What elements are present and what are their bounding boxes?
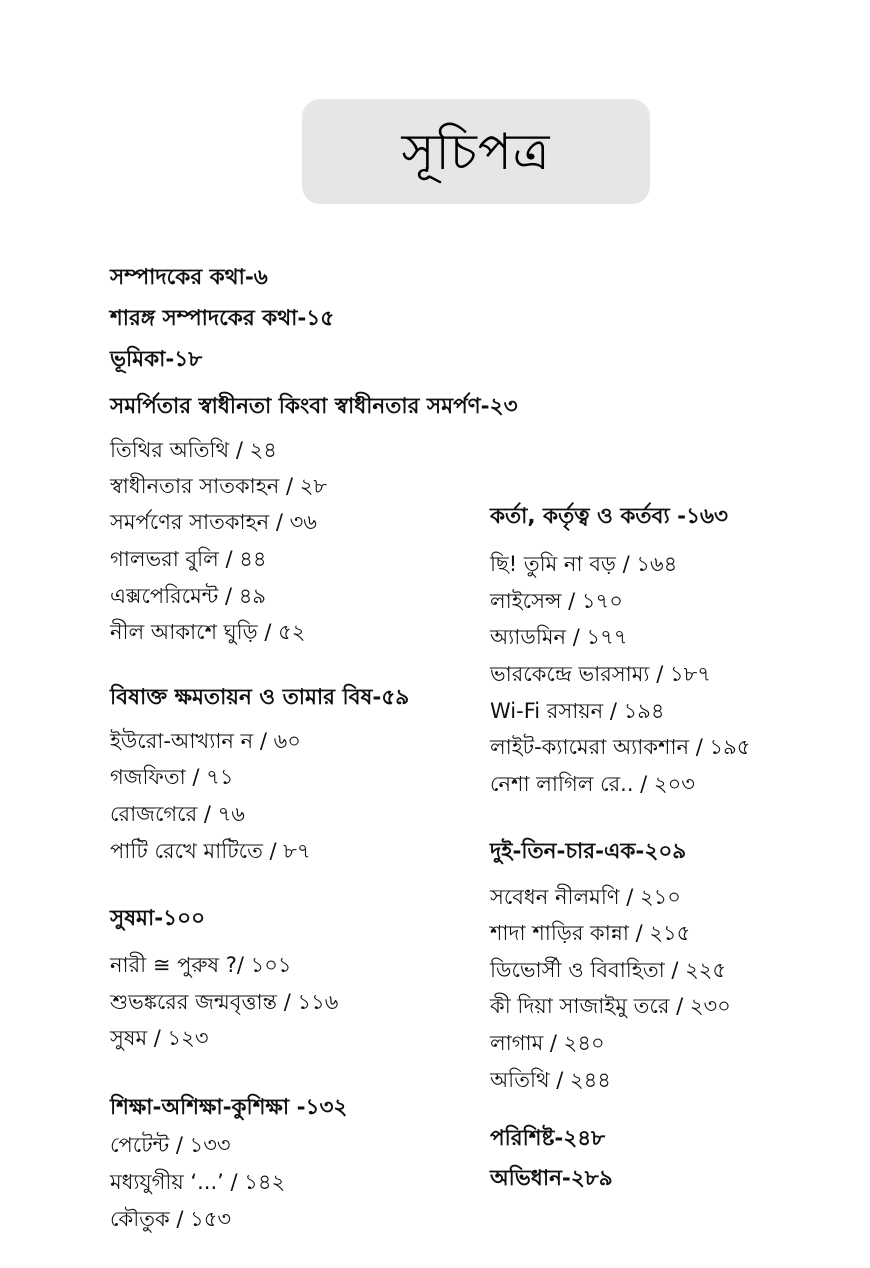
toc-item: নেশা লাগিল রে.. / ২০৩ [490,772,695,796]
toc-item: গালভরা বুলি / ৪৪ [110,547,267,571]
toc-item: সবেধন নীলমণি / ২১০ [490,885,681,909]
toc-heading: সুষমা-১০০ [110,906,206,931]
toc-item: গজফিতা / ৭১ [110,765,234,789]
toc-item: নীল আকাশে ঘুড়ি / ৫২ [110,620,306,644]
toc-heading: শিক্ষা-অশিক্ষা-কুশিক্ষা -১৩২ [110,1095,348,1120]
toc-item: সুষম / ১২৩ [110,1026,209,1050]
page-title: সূচিপত্র [401,122,551,181]
toc-item: কৌতুক / ১৫৩ [110,1207,232,1231]
toc-item: কী দিয়া সাজাইমু তরে / ২৩০ [490,994,731,1018]
toc-item: এক্সপেরিমেন্ট / ৪৯ [110,584,266,608]
toc-item: অ্যাডমিন / ১৭৭ [490,625,628,649]
toc-item: পেটেন্ট / ১৩৩ [110,1133,231,1157]
toc-item: তিথির অতিথি / ২৪ [110,438,277,462]
toc-heading: বিষাক্ত ক্ষমতায়ন ও তামার বিষ-৫৯ [110,685,410,710]
toc-item: ছি! তুমি না বড় / ১৬৪ [490,552,678,576]
toc-item: নারী ≅ পুরুষ ?/ ১০১ [110,953,292,977]
toc-item: সমর্পণের সাতকাহন / ৩৬ [110,510,317,534]
toc-item: ভারকেন্দ্রে ভারসাম্য / ১৮৭ [490,662,711,686]
toc-item: ডিভোর্সী ও বিবাহিতা / ২২৫ [490,958,727,982]
toc-item: লাগাম / ২৪০ [490,1031,605,1055]
toc-heading: পরিশিষ্ট-২৪৮ [490,1126,606,1151]
toc-heading: ভূমিকা-১৮ [110,347,203,372]
toc-heading: সম্পাদকের কথা-৬ [110,265,268,290]
toc-item: স্বাধীনতার সাতকাহন / ২৮ [110,474,328,498]
toc-heading: কর্তা, কর্তৃত্ব ও কর্তব্য -১৬৩ [490,504,729,529]
toc-item: পাটি রেখে মাটিতে / ৮৭ [110,839,311,863]
title-box [302,99,650,204]
toc-item: অতিথি / ২৪৪ [490,1068,611,1092]
toc-heading: সমর্পিতার স্বাধীনতা কিংবা স্বাধীনতার সমর্পণ-২৩ [110,394,518,419]
toc-item: Wi-Fi রসায়ন / ১৯৪ [490,699,665,723]
toc-item: মধ্যযুগীয় ‘...’ / ১৪২ [110,1170,286,1194]
toc-item: শাদা শাড়ির কান্না / ২১৫ [490,921,691,945]
toc-heading: শারঙ্গ সম্পাদকের কথা-১৫ [110,306,335,331]
toc-heading: অভিধান-২৮৯ [490,1166,613,1191]
toc-item: লাইসেন্স / ১৭০ [490,589,623,613]
toc-item: শুভঙ্করের জন্মবৃত্তান্ত / ১১৬ [110,990,339,1014]
toc-item: রোজগেরে / ৭৬ [110,802,245,826]
toc-heading: দুই-তিন-চার-এক-২০৯ [490,839,687,864]
toc-item: ইউরো-আখ্যান ন / ৬০ [110,729,301,753]
toc-item: লাইট-ক্যামেরা অ্যাকশান / ১৯৫ [490,735,751,759]
